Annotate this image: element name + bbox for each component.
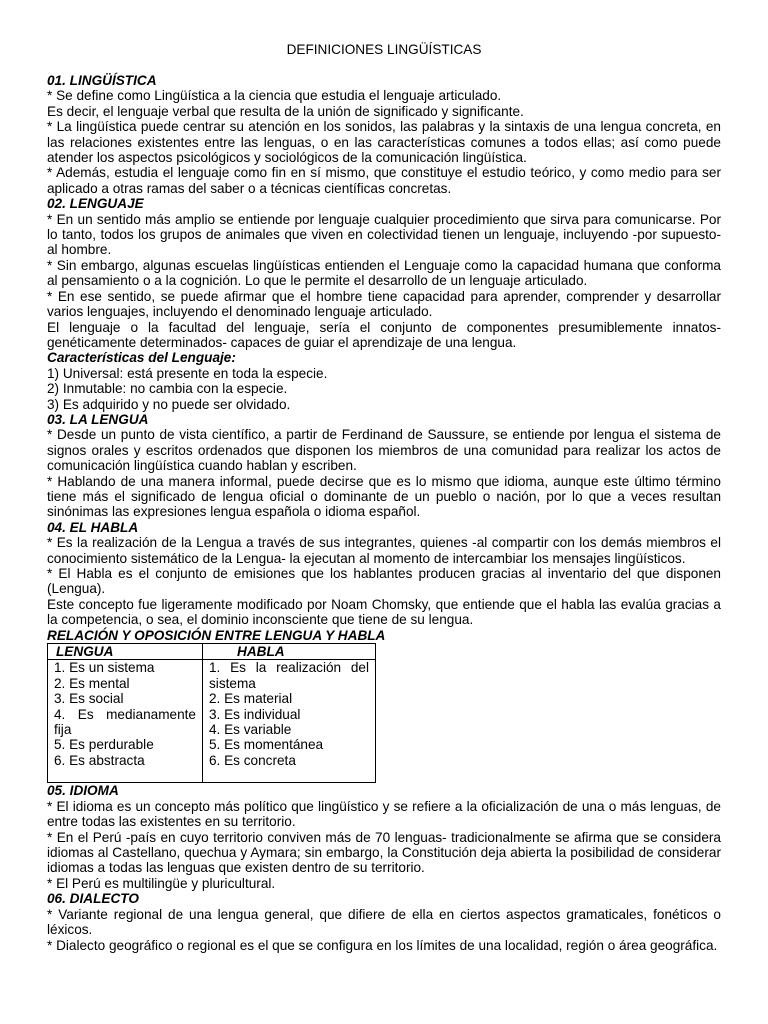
section-dialecto	[47, 891, 721, 953]
paragraph: Es decir, el lenguaje verbal que resulta de la unión de significado y significante.	[47, 103, 524, 119]
paragraph: * Dialecto geográfico o regional es el que se configura en los límites de una localidad, región o área geográfica.	[47, 937, 718, 953]
list-item: 1. Es un sistema	[54, 660, 155, 676]
subsection-heading: Características del Lenguaje:	[47, 350, 236, 366]
list-item: 4. Es medianamente fija	[54, 706, 196, 738]
list-item: 1) Universal: está presente en toda la especie.	[47, 365, 328, 381]
list-item: 5. Es momentánea	[209, 737, 324, 753]
section-heading: 04. EL HABLA	[47, 519, 139, 535]
section-la-lengua	[47, 412, 721, 520]
list-item: 2) Inmutable: no cambia con la especie.	[47, 381, 288, 397]
paragraph: El lenguaje o la facultad del lenguaje, sería el conjunto de componentes presumiblemente innatos- genéticamente determinados- capaces de guiar el aprendizaje de una lengua.	[47, 319, 721, 350]
paragraph: * Además, estudia el lenguaje como fin en sí mismo, que constituye el estudio teórico, y como medio para ser aplicado a otras ramas del saber o a técnicas científicas concretas.	[47, 165, 721, 196]
paragraph: * Es la realización de la Lengua a través de sus integrantes, quienes -al compartir con los demás miembros el conocimiento sistemático de la Lengua- la ejecutan al momento de intercambiar los mensajes lingüísticos.	[47, 535, 721, 566]
paragraph: * Desde un punto de vista científico, a partir de Ferdinand de Saussure, se entiende por lengua el sistema de signos orales y escritos ordenados que disponen los miembros de una comunidad para realizar los actos de comunicación lingüística cuando hablan y escriben.	[47, 427, 721, 474]
section-el-habla	[47, 520, 721, 628]
paragraph: * Hablando de una manera informal, puede decirse que es lo mismo que idioma, aunque este último término tiene más el significado de lengua oficial o dominante de un pueblo o nación, por lo que a veces resultan sinónimas las expresiones lengua española o idioma español.	[47, 473, 721, 520]
section-heading: 01. LINGÜÍSTICA	[47, 73, 157, 88]
section-heading: 05. IDIOMA	[47, 783, 119, 799]
section-heading: 06. DIALECTO	[47, 891, 139, 907]
section-relacion	[47, 628, 721, 784]
paragraph: * Variante regional de una lengua general, que difiere de ella en ciertos aspectos gramaticales, fonéticos o léxicos.	[47, 906, 721, 938]
section-idioma	[47, 783, 721, 891]
section-lenguaje	[47, 196, 721, 412]
paragraph: * El Habla es el conjunto de emisiones que los hablantes producen gracias al inventario del que disponen (Lengua).	[47, 566, 721, 597]
paragraph: * La lingüística puede centrar su atención en los sonidos, las palabras y la sintaxis de una lengua concreta, en las relaciones existentes entre las lenguas, o en las características comunes a todos ellas; así como puede atender los aspectos psicológicos y sociológicos de la comunicación lingüística.	[47, 119, 721, 166]
section-heading: 02. LENGUAJE	[47, 196, 144, 212]
paragraph: * En el Perú -país en cuyo territorio conviven más de 70 lenguas- tradicionalmente se afirma que se considera idiomas al Castellano, quechua y Aymara; sin embargo, la Constitución deja abierta la posibilidad de considerar idiomas a todas las lenguas que existen dentro de su territorio.	[47, 829, 721, 876]
list-item: 2. Es material	[209, 691, 293, 707]
section-linguistica	[47, 73, 721, 196]
list-item: 2. Es mental	[54, 675, 130, 691]
column-header-lengua: LENGUA	[48, 644, 203, 660]
section-heading: RELACIÓN Y OPOSICIÓN ENTRE LENGUA Y HABLA	[47, 627, 386, 643]
list-item: 6. Es concreta	[209, 752, 296, 768]
table-row	[48, 660, 376, 783]
section-heading: 03. LA LENGUA	[47, 411, 149, 427]
paragraph: Este concepto fue ligeramente modificado por Noam Chomsky, que entiende que el habla las evalúa gracias a la competencia, o sea, el dominio inconsciente que tiene de su lengua.	[47, 596, 721, 628]
lengua-habla-table	[47, 643, 376, 783]
paragraph: * En un sentido más amplio se entiende por lenguaje cualquier procedimiento que sirva para comunicarse. Por lo tanto, todos los grupos de animales que viven en colectividad tienen un lenguaje, incluyendo -por supuesto- al hombre.	[47, 211, 721, 258]
list-item: 5. Es perdurable	[54, 737, 154, 753]
lengua-cell	[48, 660, 203, 783]
document-body	[47, 73, 721, 953]
list-item: 3) Es adquirido y no puede ser olvidado.	[47, 396, 291, 412]
paragraph: * El idioma es un concepto más político que lingüístico y se refiere a la oficialización de una o más lenguas, de entre todas las existentes en su territorio.	[47, 798, 721, 830]
paragraph: * En ese sentido, se puede afirmar que el hombre tiene capacidad para aprender, comprender y desarrollar varios lenguajes, incluyendo el denominado lenguaje articulado.	[47, 288, 721, 320]
document-title: DEFINICIONES LINGÜÍSTICAS	[286, 42, 482, 57]
paragraph: * El Perú es multilingüe y pluricultural.	[47, 875, 276, 891]
list-item: 3. Es individual	[209, 706, 301, 722]
list-item: 6. Es abstracta	[54, 752, 145, 768]
paragraph: * Se define como Lingüística a la ciencia que estudia el lenguaje articulado.	[47, 88, 502, 104]
list-item: 1. Es la realización del sistema	[209, 660, 369, 691]
list-item: 3. Es social	[54, 691, 124, 707]
column-header-habla: HABLA	[203, 644, 376, 660]
table-header-row	[48, 644, 376, 660]
habla-cell	[203, 660, 376, 783]
list-item: 4. Es variable	[209, 722, 292, 738]
paragraph: * Sin embargo, algunas escuelas lingüísticas entienden el Lenguaje como la capacidad humana que conforma al pensamiento o a la cognición. Lo que le permite el desarrollo de un lenguaje articulado.	[47, 257, 721, 289]
